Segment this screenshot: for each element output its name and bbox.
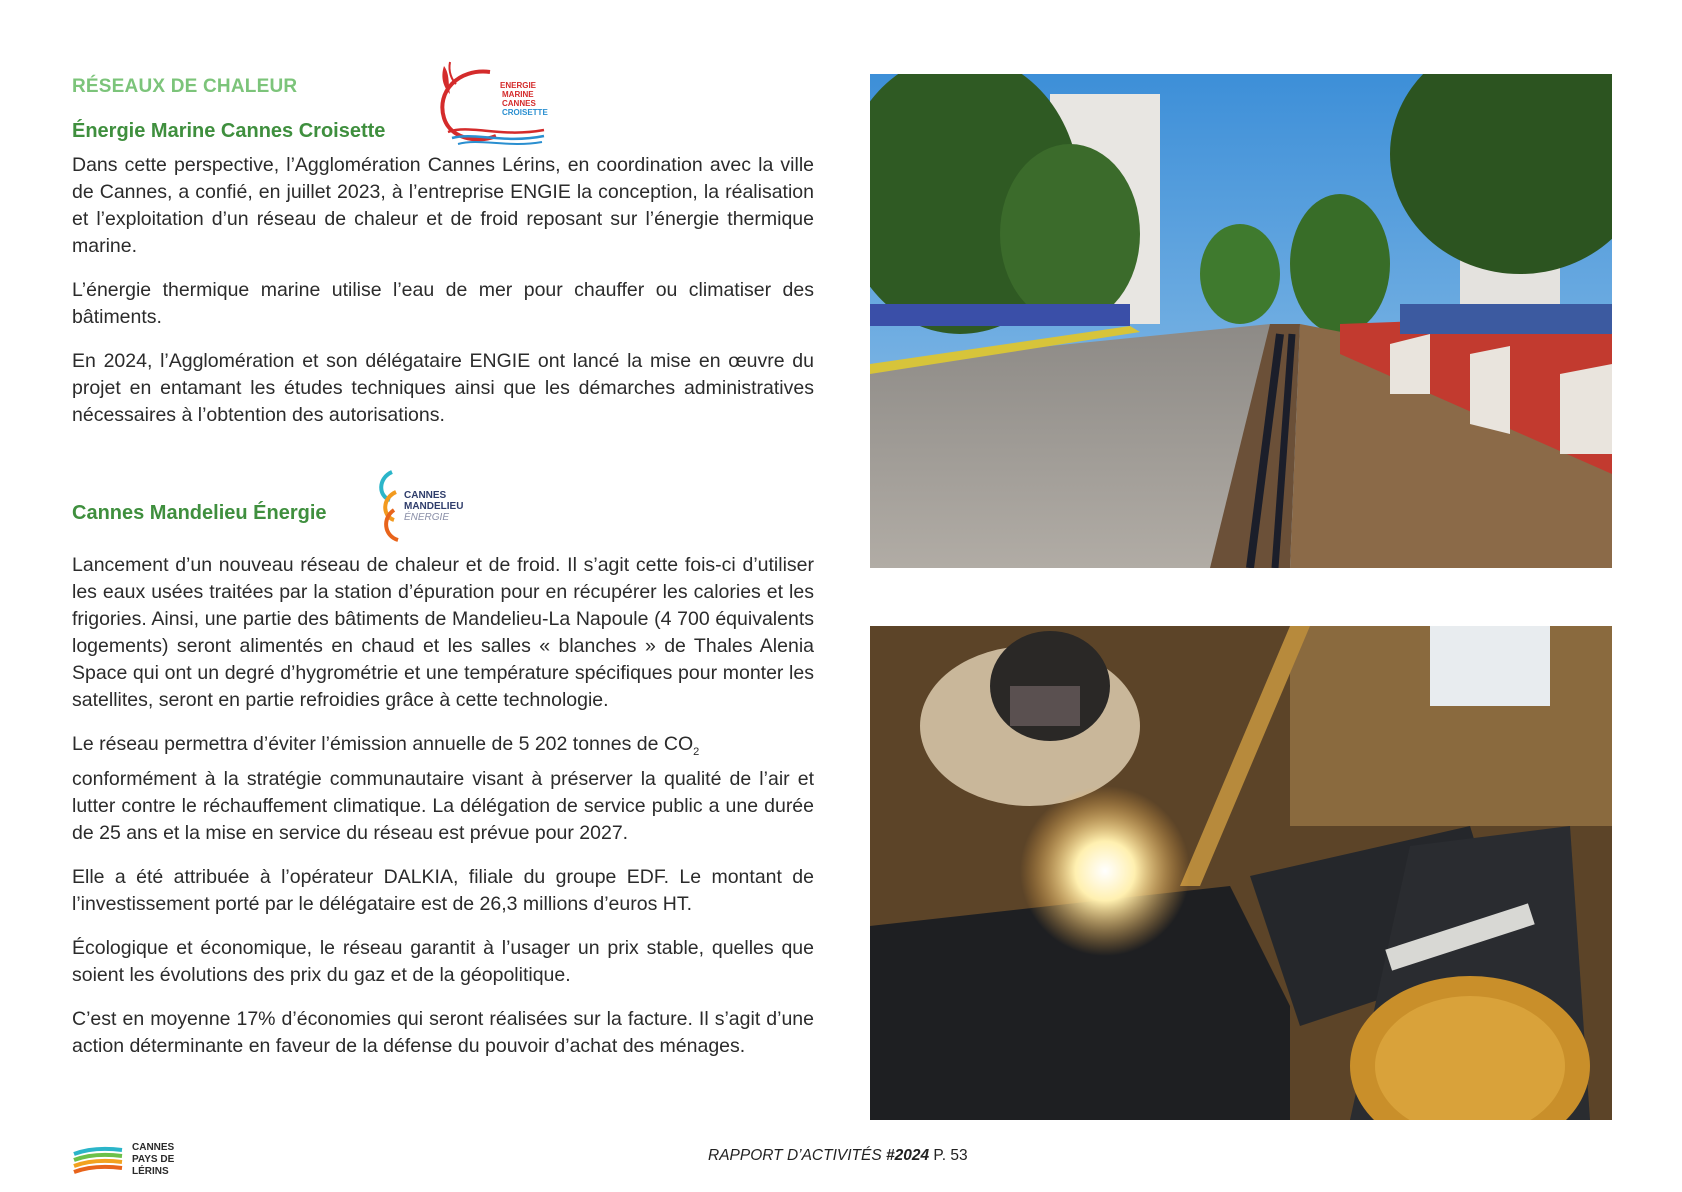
cme-logo-line: ÉNERGIE bbox=[404, 512, 450, 523]
emcc-logo-line: CROISETTE bbox=[502, 108, 548, 117]
cannes-mandelieu-energie-logo bbox=[372, 466, 492, 546]
footer-logo-line: CANNES bbox=[132, 1142, 175, 1153]
cme-paragraph: Écologique et économique, le réseau garantit à l’usager un prix stable, quelles que soient les évolutions des prix du gaz et de la géopolitique. bbox=[72, 936, 814, 986]
cme-logo-line: CANNES bbox=[404, 490, 447, 501]
welder-pipes-photo bbox=[870, 626, 1612, 1120]
emcc-logo-line: CANNES bbox=[502, 99, 536, 108]
emcc-paragraph: Dans cette perspective, l’Agglomération Cannes Lérins, en coordination avec la ville de Cannes, a confié, en juillet 2023, à l’entreprise ENGIE la conception, la réalisation et l’exploitation d’un réseau de chaleur et de froid reposant sur l’énergie thermique marine. bbox=[72, 154, 814, 257]
cme-title: Cannes Mandelieu Énergie bbox=[72, 502, 327, 524]
emcc-title: Énergie Marine Cannes Croisette bbox=[72, 120, 386, 142]
co2-sentence: Le réseau permettra d’éviter l’émission annuelle de 5 202 tonnes de $CO_2$ bbox=[72, 733, 700, 758]
footer-logo-line: PAYS DE bbox=[132, 1154, 175, 1165]
energie-marine-logo bbox=[430, 58, 550, 150]
cannes-pays-de-lerins-logo bbox=[72, 1138, 202, 1178]
emcc-logo-line: MARINE bbox=[502, 90, 534, 99]
trench-street-photo bbox=[870, 74, 1612, 568]
article-column bbox=[72, 70, 814, 1077]
cme-paragraph: conformément à la stratégie communautaire visant à préserver la qualité de l’air et lutter contre le réchauffement climatique. La délégation de service public a une durée de 25 ans et la mise en service du réseau est prévue pour 2027. bbox=[72, 767, 814, 844]
emcc-paragraph: En 2024, l’Agglomération et son délégataire ENGIE ont lancé la mise en œuvre du projet en entamant les études techniques ainsi que les démarches administratives nécessaires à l’obtention des autorisations. bbox=[72, 350, 814, 426]
page-footer: RAPPORT D’ACTIVITÉS #2024 P. 53 bbox=[708, 1147, 968, 1164]
cme-logo-line: MANDELIEU bbox=[404, 501, 464, 512]
emcc-paragraph: L’énergie thermique marine utilise l’eau de mer pour chauffer ou climatiser des bâtiments. bbox=[72, 279, 814, 328]
cme-paragraph: C’est en moyenne 17% d’économies qui seront réalisées sur la facture. Il s’agit d’une action déterminante en faveur de la défense du pouvoir d’achat des ménages. bbox=[72, 1007, 814, 1057]
cme-paragraph: Elle a été attribuée à l’opérateur DALKIA, filiale du groupe EDF. Le montant de l’investissement porté par le délégataire est de 26,3 millions d’euros HT. bbox=[72, 865, 814, 915]
section-heading: RÉSEAUX DE CHALEUR bbox=[72, 76, 298, 97]
emcc-logo-line: ENERGIE bbox=[500, 81, 537, 90]
cme-paragraph: Lancement d’un nouveau réseau de chaleur et de froid. Il s’agit cette fois-ci d’utiliser les eaux usées traitées par la station d’épuration pour en récupérer les calories et les frigories. Ainsi, une partie des bâtiments de Mandelieu-La Napoule (4 700 équivalents logements) seront alimentés en chaud et les salles « blanches » de Thales Alenia Space qui ont un degré d’hygrométrie et une température spécifiques pour monter les satellites, seront en partie refroidies grâce à cette technologie. bbox=[72, 554, 814, 711]
footer-logo-line: LÉRINS bbox=[132, 1166, 169, 1177]
